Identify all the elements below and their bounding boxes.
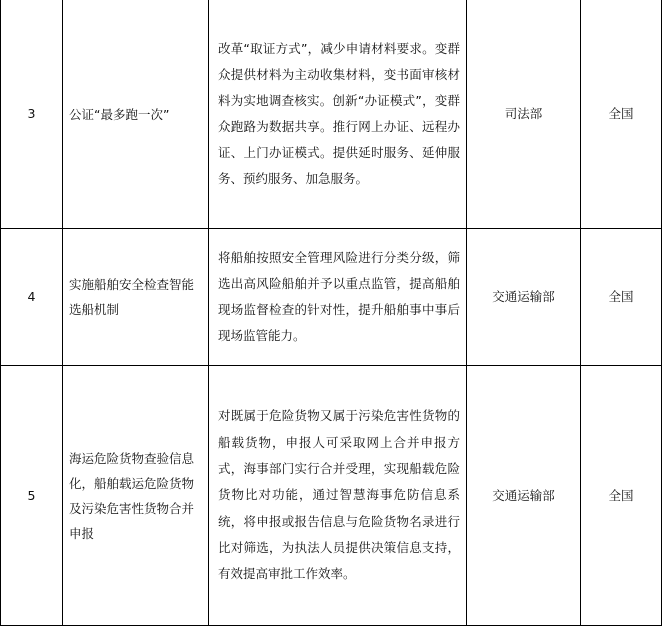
measure-name: [63, 0, 209, 229]
measure-content: [209, 366, 467, 626]
measure-name-text: 公证“最多跑一次”: [69, 106, 170, 122]
responsible-department: 交通运输部: [467, 366, 581, 626]
row-number: 3: [1, 0, 63, 229]
measure-content-text: 对既属于危险货物又属于污染危害性货物的船载货物，申报人可采取网上合并申报方式，海事部门实行合并受理，实现船载危险货物比对功能，通过智慧海事危防信息系统，将申报或报告信息与危险货物名录进行比对筛选，为执法人员提供决策信息支持，有效提高审批工作效率。: [218, 408, 460, 582]
row-number: 5: [1, 366, 63, 626]
promotion-scope: 全国: [581, 0, 662, 229]
table-row: [1, 0, 662, 229]
responsible-department: 交通运输部: [467, 229, 581, 366]
table-row: [1, 366, 662, 626]
measure-content: [209, 229, 467, 366]
measure-name-text: 海运危险货物查验信息化，船舶载运危险货物及污染危害性货物合并申报: [69, 450, 195, 541]
measure-content-text: 将船舶按照安全管理风险进行分类分级，筛选出高风险船舶并予以重点监管，提高船舶现场监督检查的针对性，提升船舶事中事后现场监管能力。: [218, 250, 460, 343]
responsible-department: 司法部: [467, 0, 581, 229]
row-number: 4: [1, 229, 63, 366]
measure-name-text: 实施船舶安全检查智能选船机制: [69, 277, 195, 317]
promotion-scope: 全国: [581, 366, 662, 626]
measure-content: [209, 0, 467, 229]
promotion-scope: 全国: [581, 229, 662, 366]
measure-content-text: 改革“取证方式”，减少申请材料要求。变群众提供材料为主动收集材料，变书面审核材料为实地调查核实。创新“办证模式”，变群众跑路为数据共享。推行网上办证、远程办证、上门办证模式。提供延时服务、延伸服务、预约服务、加急服务。: [218, 41, 460, 186]
measure-name: [63, 229, 209, 366]
table-row: [1, 229, 662, 366]
measure-name: [63, 366, 209, 626]
